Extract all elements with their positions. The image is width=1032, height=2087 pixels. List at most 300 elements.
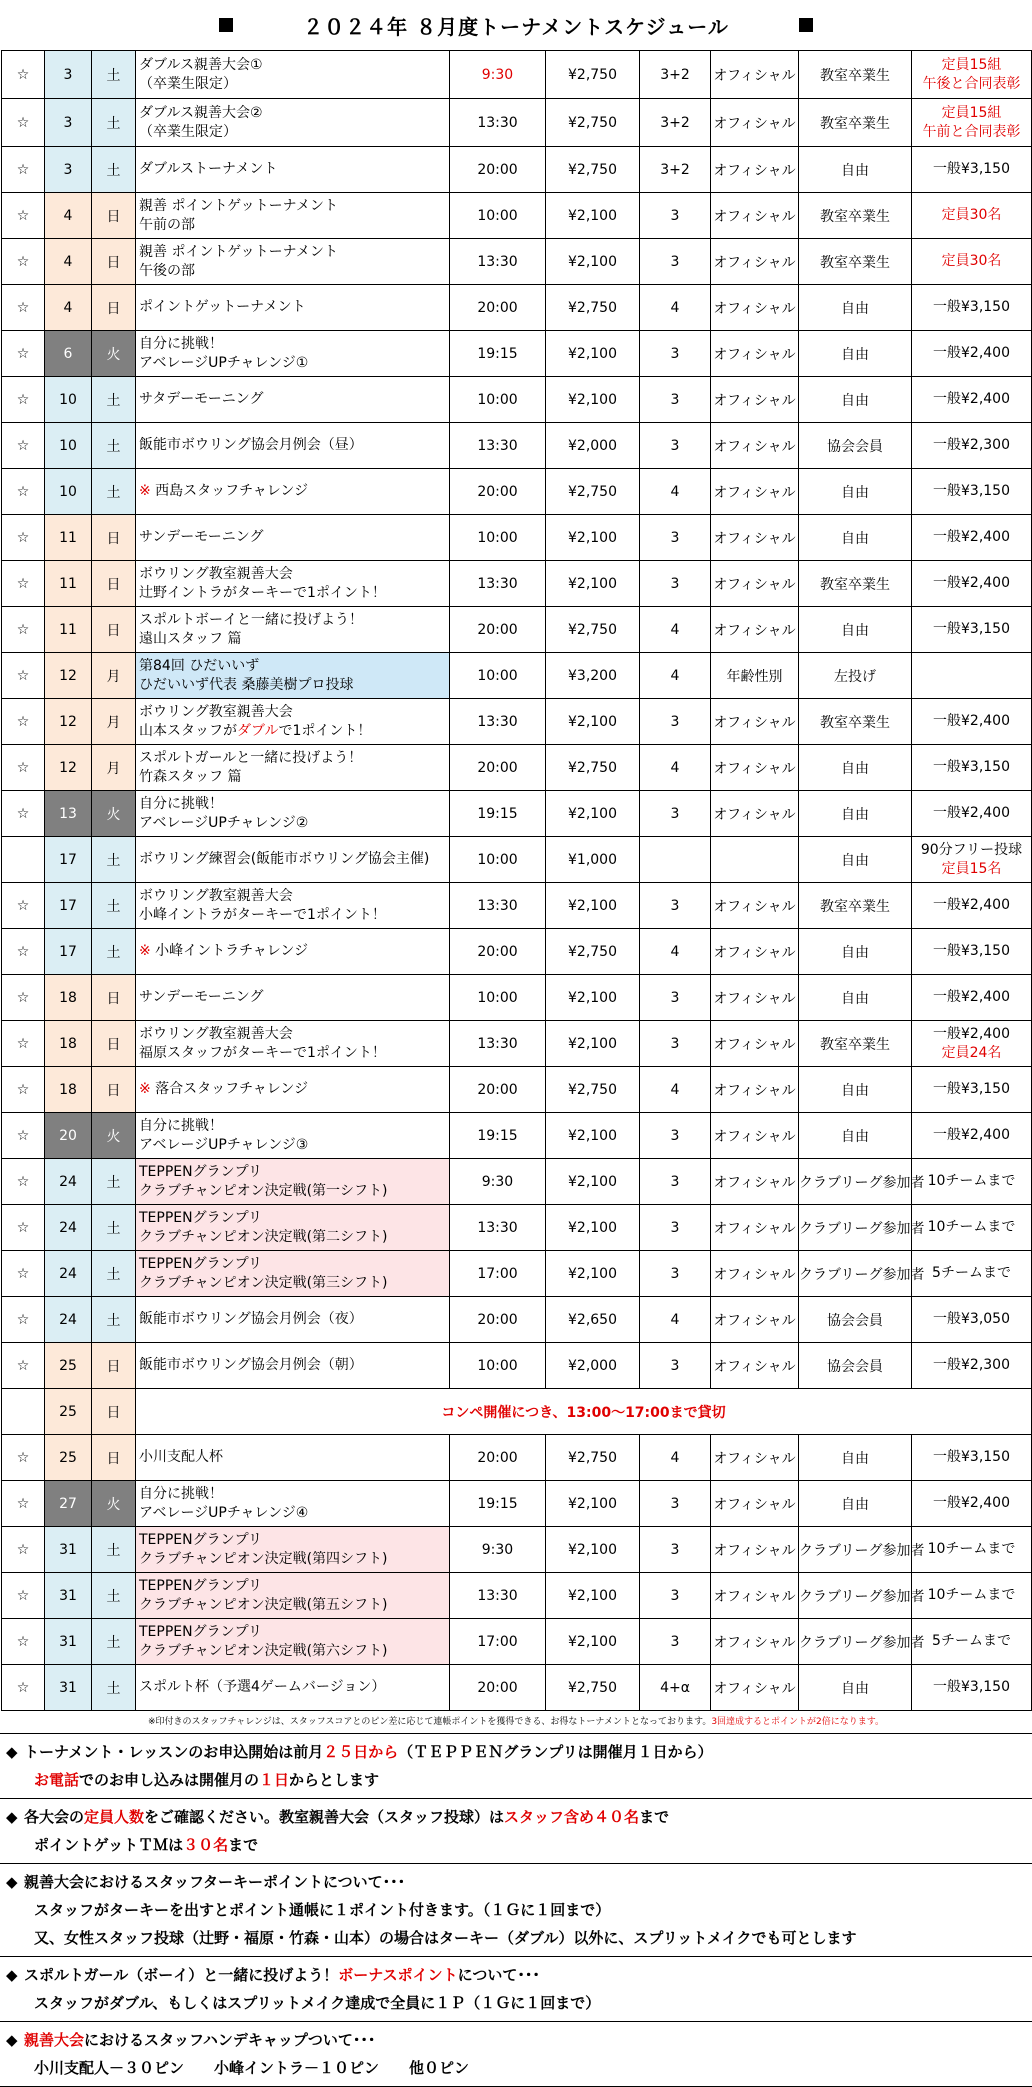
entry-fee: ¥2,100 (546, 1619, 640, 1665)
eligibility: クラブリーグ参加者 (799, 1251, 912, 1297)
lane-condition (711, 837, 799, 883)
square-bullet-icon (219, 18, 233, 32)
game-count: 3 (640, 377, 711, 423)
start-time: 13:30 (450, 699, 546, 745)
date-cell: 20 (45, 1113, 92, 1159)
notice-line (6, 1924, 1032, 1952)
note-cell: 10チームまで (912, 1573, 1032, 1619)
eligibility: 自由 (799, 791, 912, 837)
entry-fee: ¥2,750 (546, 1435, 640, 1481)
notice-line (6, 1896, 1032, 1924)
square-bullet-icon (799, 18, 813, 32)
eligibility: 自由 (799, 975, 912, 1021)
weekday-cell: 日 (92, 1343, 136, 1389)
start-time: 10:00 (450, 515, 546, 561)
weekday-cell: 日 (92, 561, 136, 607)
date-cell: 17 (45, 883, 92, 929)
event-name: ダブルストーナメント (136, 147, 450, 193)
notice-text: まで (639, 1808, 670, 1826)
lane-condition: オフィシャル (711, 699, 799, 745)
weekday-cell: 日 (92, 285, 136, 331)
note-cell: 5チームまで (912, 1251, 1032, 1297)
start-time: 13:30 (450, 1205, 546, 1251)
lane-condition: オフィシャル (711, 1067, 799, 1113)
event-name: ダブルス親善大会② （卒業生限定） (136, 99, 450, 147)
event-name: 自分に挑戦！ アベレージUPチャレンジ③ (136, 1113, 450, 1159)
diamond-bullet-icon: ◆ (6, 1743, 18, 1761)
note-highlight: 定員15組 (941, 104, 1002, 121)
notice-line (6, 1961, 1032, 1989)
note-cell: 一般¥2,400 (912, 699, 1032, 745)
entry-fee: ¥2,000 (546, 423, 640, 469)
entry-fee: ¥2,750 (546, 147, 640, 193)
lane-condition: オフィシャル (711, 515, 799, 561)
event-name: スポルトガールと一緒に投げよう！ 竹森スタッフ 篇 (136, 745, 450, 791)
date-cell: 18 (45, 1067, 92, 1113)
weekday-cell: 土 (92, 147, 136, 193)
weekday-cell: 土 (92, 883, 136, 929)
table-row (2, 239, 1032, 285)
star-icon: ☆ (2, 469, 45, 515)
entry-fee: ¥3,200 (546, 653, 640, 699)
table-row (2, 193, 1032, 239)
start-time: 20:00 (450, 929, 546, 975)
game-count: 4 (640, 607, 711, 653)
table-row (2, 99, 1032, 147)
event-name: ※ 小峰イントラチャレンジ (136, 929, 450, 975)
weekday-cell: 土 (92, 1619, 136, 1665)
start-time: 13:30 (450, 423, 546, 469)
start-time: 9:30 (450, 51, 546, 99)
lane-condition: オフィシャル (711, 561, 799, 607)
table-row (2, 1159, 1032, 1205)
weekday-cell: 土 (92, 929, 136, 975)
note-highlight: 定員30名 (941, 253, 1002, 269)
event-name: 自分に挑戦！ アベレージUPチャレンジ② (136, 791, 450, 837)
table-row (2, 515, 1032, 561)
date-cell: 31 (45, 1665, 92, 1711)
eligibility: クラブリーグ参加者 (799, 1159, 912, 1205)
game-count: 3 (640, 699, 711, 745)
notice-block (0, 1957, 1032, 2022)
note-highlight: 定員24名 (941, 1044, 1002, 1061)
date-cell: 18 (45, 975, 92, 1021)
footnote (0, 1711, 1032, 1734)
date-cell: 4 (45, 239, 92, 285)
date-cell: 24 (45, 1159, 92, 1205)
date-cell: 12 (45, 745, 92, 791)
event-name: サンデーモーニング (136, 975, 450, 1021)
lane-condition: オフィシャル (711, 1297, 799, 1343)
weekday-cell: 火 (92, 1113, 136, 1159)
table-row (2, 1619, 1032, 1665)
eligibility: 教室卒業生 (799, 51, 912, 99)
note-cell (912, 193, 1032, 239)
event-name: サタデーモーニング (136, 377, 450, 423)
game-count: 3+2 (640, 99, 711, 147)
start-time: 13:30 (450, 883, 546, 929)
start-time: 13:30 (450, 1021, 546, 1067)
table-row (2, 1481, 1032, 1527)
table-row (2, 377, 1032, 423)
footnote-highlight: 3回達成するとポイントが2倍になります。 (711, 1717, 885, 1727)
page-title: ２０２４年 ８月度トーナメントスケジュール (303, 14, 729, 39)
event-name: 飯能市ボウリング協会月例会（昼） (136, 423, 450, 469)
star-icon: ☆ (2, 975, 45, 1021)
event-name: TEPPENグランプリ クラブチャンピオン決定戦(第五シフト) (136, 1573, 450, 1619)
start-time: 20:00 (450, 607, 546, 653)
diamond-bullet-icon: ◆ (6, 1808, 18, 1826)
staff-challenge-mark: ※ (139, 483, 151, 499)
event-name: ダブルス親善大会① （卒業生限定） (136, 51, 450, 99)
lane-condition: オフィシャル (711, 423, 799, 469)
note-cell: 一般¥3,150 (912, 607, 1032, 653)
eligibility: 自由 (799, 837, 912, 883)
title-bar (0, 0, 1032, 50)
entry-fee: ¥2,100 (546, 699, 640, 745)
diamond-bullet-icon: ◆ (6, 1873, 18, 1891)
event-name: 飯能市ボウリング協会月例会（朝） (136, 1343, 450, 1389)
start-time: 19:15 (450, 1113, 546, 1159)
game-count: 3 (640, 1159, 711, 1205)
game-count: 3+2 (640, 51, 711, 99)
date-cell: 10 (45, 377, 92, 423)
eligibility: 教室卒業生 (799, 699, 912, 745)
entry-fee: ¥2,750 (546, 607, 640, 653)
eligibility: 自由 (799, 1113, 912, 1159)
star-icon: ☆ (2, 147, 45, 193)
entry-fee: ¥2,100 (546, 1205, 640, 1251)
star-icon: ☆ (2, 377, 45, 423)
eligibility: 自由 (799, 469, 912, 515)
start-time: 10:00 (450, 1343, 546, 1389)
weekday-cell: 月 (92, 745, 136, 791)
game-count: 4 (640, 1067, 711, 1113)
table-row (2, 791, 1032, 837)
star-icon: ☆ (2, 699, 45, 745)
event-name: 親善 ポイントゲットーナメント 午後の部 (136, 239, 450, 285)
star-icon (2, 1389, 45, 1435)
weekday-cell: 日 (92, 193, 136, 239)
event-name: ※ 落合スタッフチャレンジ (136, 1067, 450, 1113)
entry-fee: ¥2,650 (546, 1297, 640, 1343)
note-cell: 10チームまで (912, 1205, 1032, 1251)
note-cell: 10チームまで (912, 1159, 1032, 1205)
start-time: 10:00 (450, 837, 546, 883)
eligibility: 教室卒業生 (799, 883, 912, 929)
eligibility: 自由 (799, 331, 912, 377)
event-name: 第84回 ひだいいず ひだいいず代表 桑藤美樹プロ投球 (136, 653, 450, 699)
start-time: 20:00 (450, 469, 546, 515)
note-cell: 90分フリー投球 定員15名 (912, 837, 1032, 883)
eligibility: 教室卒業生 (799, 561, 912, 607)
notice-text: からとします (289, 1771, 380, 1789)
lane-condition: オフィシャル (711, 883, 799, 929)
notice-text: （ＴＥＰＰＥＮグランプリは開催月１日から） (398, 1743, 713, 1761)
notice-text: スタッフがターキーを出すとポイント通帳に１ポイント付きます。（１Ｇに１回まで） (34, 1901, 611, 1919)
weekday-cell: 土 (92, 1251, 136, 1297)
notice-text: スタッフがダブル、もしくはスプリットメイク達成で全員に１Ｐ（１Ｇに１回まで） (34, 1994, 601, 2012)
star-icon: ☆ (2, 929, 45, 975)
star-icon: ☆ (2, 1527, 45, 1573)
lane-condition: オフィシャル (711, 607, 799, 653)
eligibility: 自由 (799, 745, 912, 791)
date-cell: 3 (45, 147, 92, 193)
entry-fee: ¥2,000 (546, 1343, 640, 1389)
notice-text: スポルトガール（ボーイ）と一緒に投げよう！ (24, 1966, 339, 1984)
note-cell: 一般¥2,400 (912, 515, 1032, 561)
date-cell: 13 (45, 791, 92, 837)
start-time: 20:00 (450, 1665, 546, 1711)
notice-block (0, 1734, 1032, 1799)
weekday-cell: 土 (92, 1205, 136, 1251)
note-highlight: 午前と合同表彰 (922, 123, 1021, 140)
start-time: 13:30 (450, 239, 546, 285)
start-time: 20:00 (450, 1067, 546, 1113)
date-cell: 6 (45, 331, 92, 377)
star-icon: ☆ (2, 515, 45, 561)
weekday-cell: 土 (92, 837, 136, 883)
notice-text: 親善大会におけるスタッフターキーポイントについて･･･ (24, 1873, 406, 1891)
lane-condition: オフィシャル (711, 377, 799, 423)
note-cell (912, 653, 1032, 699)
lane-condition: オフィシャル (711, 745, 799, 791)
table-row (2, 1527, 1032, 1573)
eligibility: 自由 (799, 607, 912, 653)
weekday-cell: 火 (92, 1481, 136, 1527)
start-time: 19:15 (450, 791, 546, 837)
weekday-cell: 土 (92, 469, 136, 515)
note-cell (912, 51, 1032, 99)
event-name: ボウリング教室親善大会 小峰イントラがターキーで1ポイント！ (136, 883, 450, 929)
notice-block (0, 1799, 1032, 1864)
eligibility: 自由 (799, 1481, 912, 1527)
lane-condition: オフィシャル (711, 1481, 799, 1527)
note-cell: 一般¥2,400 (912, 377, 1032, 423)
date-cell: 25 (45, 1389, 92, 1435)
lane-condition: オフィシャル (711, 1251, 799, 1297)
highlight-double: ダブル (237, 722, 279, 739)
start-time: 20:00 (450, 1435, 546, 1481)
eligibility: 自由 (799, 377, 912, 423)
note-cell: 一般¥3,150 (912, 147, 1032, 193)
lane-condition: オフィシャル (711, 1113, 799, 1159)
note-cell: 一般¥2,300 (912, 423, 1032, 469)
notice-line (6, 2054, 1032, 2082)
lane-condition: オフィシャル (711, 1343, 799, 1389)
notice-text: スタッフ含め４０名 (504, 1808, 640, 1826)
weekday-cell: 日 (92, 1067, 136, 1113)
entry-fee: ¥2,100 (546, 1481, 640, 1527)
note-cell: 一般¥2,400 (912, 975, 1032, 1021)
event-name: TEPPENグランプリ クラブチャンピオン決定戦(第三シフト) (136, 1251, 450, 1297)
star-icon: ☆ (2, 51, 45, 99)
eligibility: 自由 (799, 285, 912, 331)
table-row (2, 1297, 1032, 1343)
notice-line (6, 1738, 1032, 1766)
lane-condition: オフィシャル (711, 147, 799, 193)
notice-text: におけるスタッフハンデキャップついて･･･ (84, 2031, 376, 2049)
eligibility: 自由 (799, 515, 912, 561)
notice-text: ２５日から (323, 1743, 399, 1761)
game-count: 4 (640, 745, 711, 791)
weekday-cell: 土 (92, 1665, 136, 1711)
start-time: 13:30 (450, 1573, 546, 1619)
date-cell: 3 (45, 51, 92, 99)
entry-fee: ¥2,750 (546, 469, 640, 515)
eligibility: 自由 (799, 1067, 912, 1113)
star-icon: ☆ (2, 331, 45, 377)
entry-fee: ¥2,100 (546, 791, 640, 837)
table-row (2, 51, 1032, 99)
event-name: ボウリング練習会(飯能市ボウリング協会主催) (136, 837, 450, 883)
table-row (2, 653, 1032, 699)
note-cell: 一般¥2,400 (912, 331, 1032, 377)
notice-line (6, 1868, 1032, 1896)
event-name: スポルトボーイと一緒に投げよう！ 遠山スタッフ 篇 (136, 607, 450, 653)
note-highlight: 午後と合同表彰 (922, 75, 1021, 92)
table-row (2, 1343, 1032, 1389)
note-cell: 一般¥2,300 (912, 1343, 1032, 1389)
note-cell: 一般¥3,050 (912, 1297, 1032, 1343)
weekday-cell: 日 (92, 1389, 136, 1435)
game-count: 4 (640, 1297, 711, 1343)
note-cell: 一般¥2,400 定員24名 (912, 1021, 1032, 1067)
table-row (2, 607, 1032, 653)
game-count: 3 (640, 791, 711, 837)
star-icon: ☆ (2, 1435, 45, 1481)
game-count: 3 (640, 1527, 711, 1573)
lane-condition: オフィシャル (711, 1021, 799, 1067)
weekday-cell: 火 (92, 791, 136, 837)
game-count: 3 (640, 1021, 711, 1067)
star-icon: ☆ (2, 1159, 45, 1205)
table-row (2, 1067, 1032, 1113)
game-count: 3 (640, 331, 711, 377)
notice-text: トーナメント・レッスンのお申込開始は前月 (24, 1743, 324, 1761)
start-time: 9:30 (450, 1527, 546, 1573)
note-highlight: 定員15名 (941, 860, 1002, 877)
event-name: 小川支配人杯 (136, 1435, 450, 1481)
star-icon: ☆ (2, 1251, 45, 1297)
entry-fee: ¥2,750 (546, 1067, 640, 1113)
entry-fee: ¥2,100 (546, 1113, 640, 1159)
table-row (2, 561, 1032, 607)
schedule-table (1, 50, 1032, 1711)
entry-fee: ¥2,100 (546, 1573, 640, 1619)
date-cell: 11 (45, 561, 92, 607)
star-icon: ☆ (2, 653, 45, 699)
entry-fee: ¥2,750 (546, 51, 640, 99)
table-row (2, 699, 1032, 745)
date-cell: 31 (45, 1619, 92, 1665)
eligibility: 教室卒業生 (799, 193, 912, 239)
lane-condition: オフィシャル (711, 1159, 799, 1205)
entry-fee: ¥2,750 (546, 285, 640, 331)
weekday-cell: 日 (92, 515, 136, 561)
star-icon: ☆ (2, 285, 45, 331)
game-count: 4 (640, 469, 711, 515)
lane-condition: オフィシャル (711, 975, 799, 1021)
table-row (2, 1665, 1032, 1711)
date-cell: 18 (45, 1021, 92, 1067)
diamond-bullet-icon: ◆ (6, 1966, 18, 1984)
date-cell: 3 (45, 99, 92, 147)
eligibility: クラブリーグ参加者 (799, 1527, 912, 1573)
weekday-cell: 日 (92, 607, 136, 653)
weekday-cell: 土 (92, 377, 136, 423)
entry-fee: ¥2,750 (546, 1665, 640, 1711)
closure-notice: コンペ開催につき、13:00〜17:00まで貸切 (136, 1389, 1032, 1435)
star-icon: ☆ (2, 1343, 45, 1389)
lane-condition: オフィシャル (711, 51, 799, 99)
table-row (2, 837, 1032, 883)
table-row (2, 1113, 1032, 1159)
entry-fee: ¥2,100 (546, 515, 640, 561)
note-cell: 一般¥2,400 (912, 791, 1032, 837)
game-count: 3 (640, 1251, 711, 1297)
table-row (2, 147, 1032, 193)
notice-text: ３０名 (183, 1836, 229, 1854)
entry-fee: ¥2,100 (546, 1159, 640, 1205)
start-time: 20:00 (450, 1297, 546, 1343)
weekday-cell: 月 (92, 653, 136, 699)
date-cell: 25 (45, 1343, 92, 1389)
note-highlight: 定員15組 (941, 56, 1002, 73)
date-cell: 11 (45, 607, 92, 653)
notice-text: 定員人数 (84, 1808, 145, 1826)
event-name: 飯能市ボウリング協会月例会（夜） (136, 1297, 450, 1343)
notice-block (0, 2022, 1032, 2087)
entry-fee: ¥2,100 (546, 561, 640, 607)
entry-fee: ¥2,100 (546, 193, 640, 239)
star-icon: ☆ (2, 1665, 45, 1711)
game-count: 4 (640, 285, 711, 331)
eligibility: クラブリーグ参加者 (799, 1573, 912, 1619)
table-row (2, 975, 1032, 1021)
star-icon: ☆ (2, 239, 45, 285)
weekday-cell: 火 (92, 331, 136, 377)
weekday-cell: 土 (92, 423, 136, 469)
notice-text: まで (228, 1836, 259, 1854)
note-cell: 一般¥3,150 (912, 1435, 1032, 1481)
start-time: 20:00 (450, 147, 546, 193)
start-time: 19:15 (450, 331, 546, 377)
lane-condition: オフィシャル (711, 791, 799, 837)
date-cell: 27 (45, 1481, 92, 1527)
notice-text: お電話 (34, 1771, 80, 1789)
entry-fee: ¥2,100 (546, 331, 640, 377)
table-row (2, 469, 1032, 515)
table-row (2, 1205, 1032, 1251)
weekday-cell: 土 (92, 1159, 136, 1205)
start-time: 13:30 (450, 561, 546, 607)
note-cell: 一般¥2,400 (912, 883, 1032, 929)
event-name: 自分に挑戦！ アベレージUPチャレンジ① (136, 331, 450, 377)
weekday-cell: 月 (92, 699, 136, 745)
start-time: 10:00 (450, 377, 546, 423)
eligibility: 教室卒業生 (799, 1021, 912, 1067)
entry-fee: ¥2,750 (546, 745, 640, 791)
notice-line (6, 1766, 1032, 1794)
entry-fee: ¥2,100 (546, 377, 640, 423)
entry-fee: ¥2,100 (546, 1251, 640, 1297)
note-highlight: 定員30名 (941, 207, 1002, 223)
notice-block (0, 1864, 1032, 1957)
weekday-cell: 日 (92, 1435, 136, 1481)
note-cell: 一般¥3,150 (912, 1067, 1032, 1113)
date-cell: 4 (45, 285, 92, 331)
